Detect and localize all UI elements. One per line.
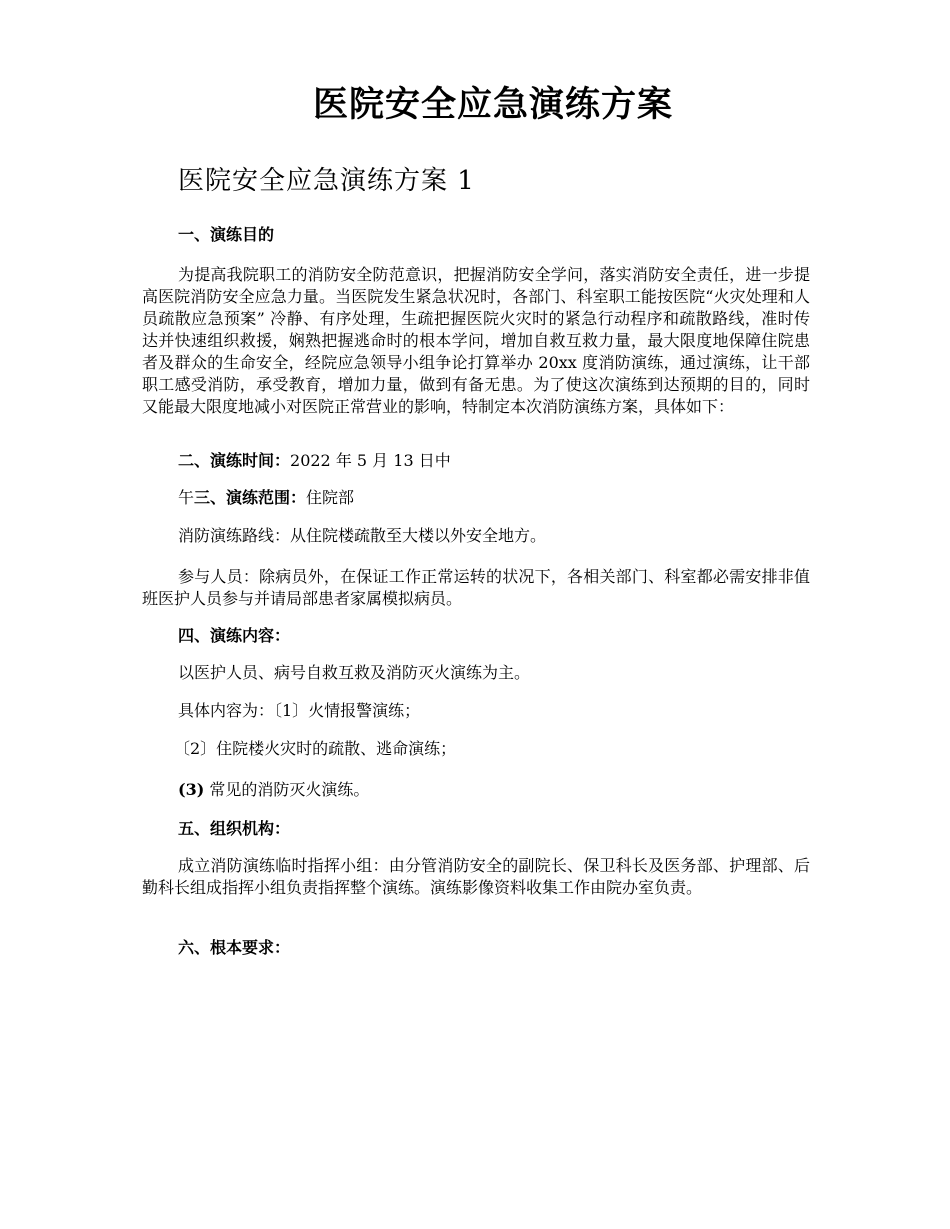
content-main-line: 以医护人员、病号自救互救及消防灭火演练为主。 xyxy=(178,663,531,682)
content-item-2: 〔2〕住院楼火灾时的疏散、逃命演练； xyxy=(174,739,457,758)
drill-scope-prefix: 午 xyxy=(178,488,195,507)
drill-time-value: 2022 年 5 月 13 日中 xyxy=(290,451,451,470)
drill-time-label: 二、演练时间： xyxy=(178,451,291,470)
drill-time-line xyxy=(178,450,451,472)
content-item-1: 具体内容为：〔1〕火情报警演练； xyxy=(178,701,421,720)
paragraph-purpose: 为提高我院职工的消防安全防范意识，把握消防安全学问，落实消防安全责任，进一步提高医院消防安全应急力量。当医院发生紧急状况时，各部门、科室职工能按医院“火灾处理和人员疏散应急预案” 冷静、有序处理，生疏把握医院火灾时的紧急行动程序和疏散路线，准时传达并快速组织救援，娴熟把握逃命时的根本学问，增加自救互救力量，最大限度地保障住院患者及群众的生命安全，经院应急领导小组争论打算举办 20xx 度消防演练，通过演练，让干部职工感受消防，承受教育，增加力量，做到有备无患。为了使这次演练到达预期的目的，同时又能最大限度地减小对医院正常营业的影响，特制定本次消防演练方案，具体如下： xyxy=(142,265,810,416)
paragraph-organization: 成立消防演练临时指挥小组：由分管消防安全的副院长、保卫科长及医务部、护理部、后勤科长组成指挥小组负责指挥整个演练。演练影像资料收集工作由院办室负责。 xyxy=(142,856,810,897)
drill-route-line: 消防演练路线：从住院楼疏散至大楼以外安全地方。 xyxy=(178,526,547,545)
content-item-3-text: 常见的消防灭火演练。 xyxy=(209,780,370,799)
heading-organization: 五、组织机构： xyxy=(178,819,291,838)
paragraph-participants: 参与人员：除病员外，在保证工作正常运转的状况下，各相关部门、科室都必需安排非值班医护人员参与并请局部患者家属模拟病员。 xyxy=(142,567,810,608)
drill-scope-label: 三、演练范围： xyxy=(194,488,307,507)
heading-purpose: 一、演练目的 xyxy=(178,225,275,244)
content-item-3 xyxy=(178,779,369,801)
drill-scope-line xyxy=(178,487,354,509)
content-item-3-number: (3) xyxy=(178,780,205,799)
section-subtitle: 医院安全应急演练方案 1 xyxy=(178,166,475,196)
drill-scope-value: 住院部 xyxy=(306,488,355,507)
heading-requirements: 六、根本要求： xyxy=(178,938,291,957)
heading-content: 四、演练内容： xyxy=(178,626,291,645)
document-title: 医院安全应急演练方案 xyxy=(312,84,673,125)
